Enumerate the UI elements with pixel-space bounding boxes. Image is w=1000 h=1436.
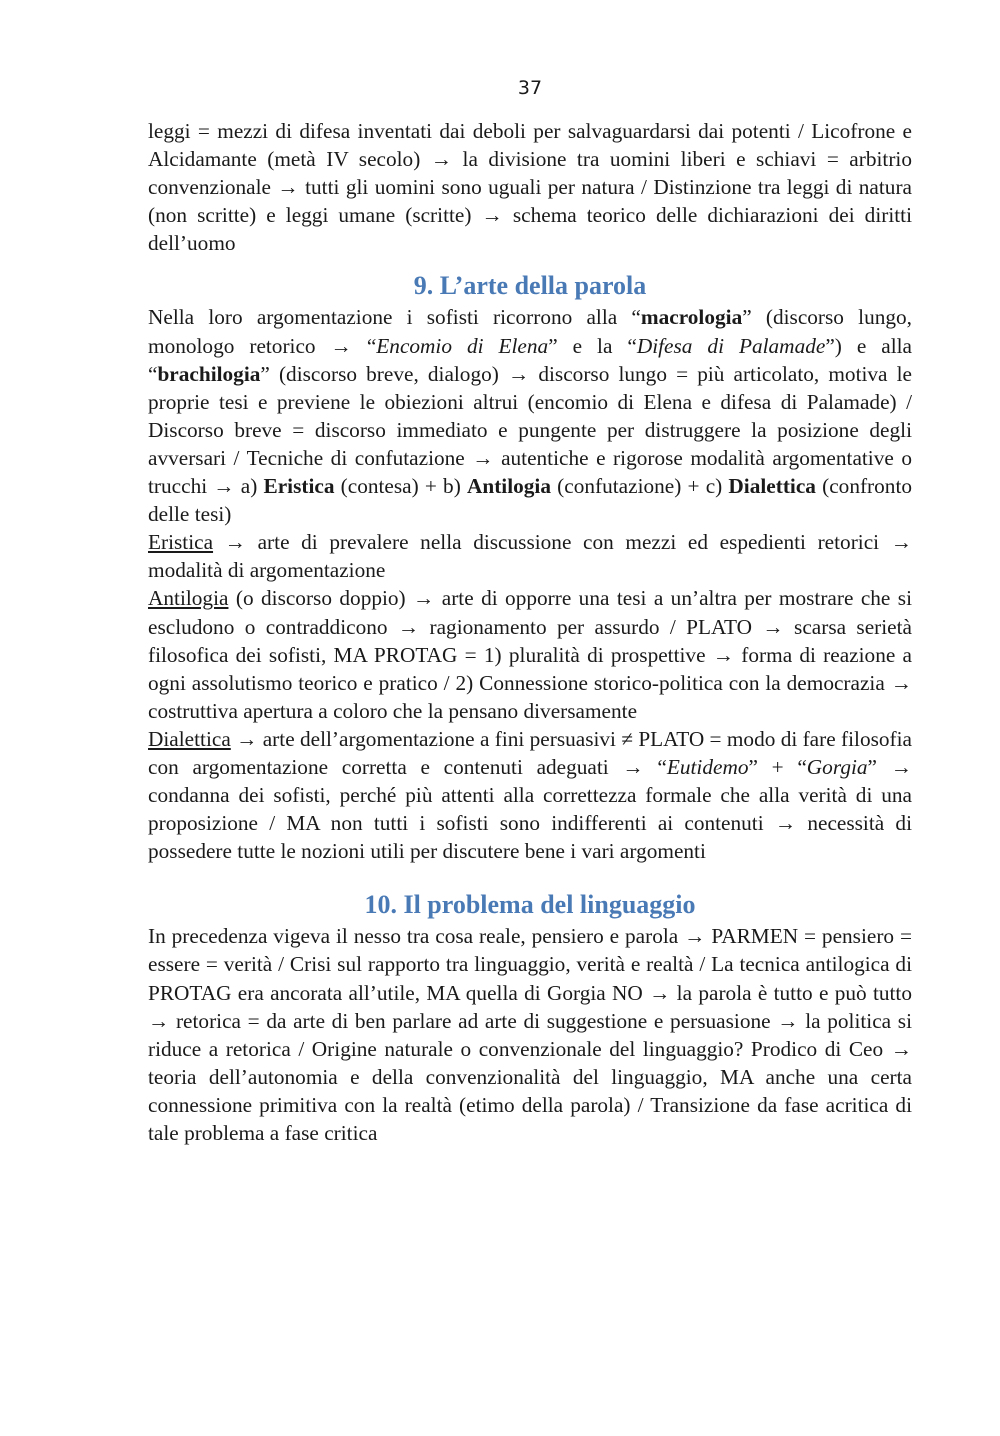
section-9-paragraph-eristica xyxy=(148,528,912,584)
text-run: Nella loro argomentazione i sofisti ricorrono alla “ xyxy=(148,305,641,330)
text-run: ” (discorso breve, dialogo) → discorso lungo = più articolato, motiva le proprie tesi e previene le obiezioni altrui (encomio di Elena e difesa di Palamade) / Discorso breve = discorso immediato e pungente per distruggere la posizione degli avversari / Tecniche di confutazione → autentiche e rigorose modalità argomentative o trucchi → a) xyxy=(148,361,912,499)
section-10-title: 10. Il problema del linguaggio xyxy=(364,890,696,920)
text-run: → arte dell’argomentazione a fini persuasivi ≠ PLATO = modo di fare filosofia con argomentazione corretta e contenuti adeguati → “ xyxy=(148,726,912,779)
underlined-term-antilogia: Antilogia xyxy=(148,586,229,611)
text-run: (o discorso doppio) → arte di opporre una tesi a un’altra per mostrare che si escludono o contraddicono → ragionamento per assurdo / PLATO → scarsa serietà filosofica dei sofisti, MA PROTAG = 1) pluralità di prospettive → forma di reazione a ogni assolutismo teorico e pratico / 2) Connessione storico-politica con la democrazia → costruttiva apertura a coloro che la pensano diversamente xyxy=(148,586,912,723)
term-dialettica: Dialettica xyxy=(728,474,816,499)
intro-paragraph: leggi = mezzi di difesa inventati dai deboli per salvaguardarsi dai potenti / Licofrone e Alcidamante (metà IV secolo) → la divisione tra uomini liberi e schiavi = arbitrio convenzionale → tutti gli uomini sono uguali per natura / Distinzione tra leggi di natura (non scritte) e leggi umane (scritte) → schema teorico delle dichiarazioni dei diritti dell’uomo xyxy=(148,119,912,256)
section-9-title: 9. L’arte della parola xyxy=(413,271,647,301)
title-eutidemo: Eutidemo xyxy=(666,754,749,779)
section-9-header xyxy=(148,271,912,301)
text-run: (contesa) + b) xyxy=(334,474,467,499)
page-number: 37 xyxy=(517,77,543,99)
text-run: ”) e alla “ xyxy=(148,333,913,386)
title-gorgia: Gorgia xyxy=(806,754,868,779)
page-content xyxy=(148,117,912,1147)
section-10-paragraph: In precedenza vigeva il nesso tra cosa reale, pensiero e parola → PARMEN = pensiero = essere = verità / Crisi sul rapporto tra linguaggio, verità e realtà / La tecnica antilogica di PROTAG era ancorata all’utile, MA quella di Gorgia NO → la parola è tutto e può tutto → retorica = da arte di ben parlare ad arte di suggestione e persuasione → la politica si riduce a retorica / Origine naturale o convenzionale del linguaggio? Prodico di Ceo → teoria dell’autonomia e della convenzionalità del linguaggio, MA anche una certa connessione primitiva con la realtà (etimo della parola) / Transizione da fase acritica di tale problema a fase critica xyxy=(148,924,912,1145)
underlined-term-dialettica: Dialettica xyxy=(148,726,231,751)
section-10-header xyxy=(148,890,912,920)
section-9-paragraph-1 xyxy=(148,303,912,528)
section-9-paragraph-antilogia xyxy=(148,584,912,724)
term-antilogia: Antilogia xyxy=(466,474,551,499)
term-macrologia: macrologia xyxy=(640,305,743,330)
title-difesa-di-palamade: Difesa di Palamade xyxy=(636,333,826,358)
term-eristica: Eristica xyxy=(263,474,335,499)
text-run: ” e la “ xyxy=(548,333,637,358)
text-run: (confronto delle tesi) xyxy=(148,474,913,527)
text-run: → arte di prevalere nella discussione con mezzi ed espedienti retorici → modalità di argomentazione xyxy=(148,530,912,583)
text-run: ” (discorso lungo, monologo retorico → “ xyxy=(148,305,912,358)
title-encomio-di-elena: Encomio di Elena xyxy=(376,333,549,358)
text-run: ” + “ xyxy=(748,754,807,779)
term-brachilogia: brachilogia xyxy=(157,361,261,386)
underlined-term-eristica: Eristica xyxy=(148,530,214,555)
section-9-paragraph-dialettica xyxy=(148,725,912,865)
text-run: (confutazione) + c) xyxy=(551,474,729,499)
text-run: ” → condanna dei sofisti, perché più attenti alla correttezza formale che alla verità di una proposizione / MA non tutti i sofisti sono indifferenti ai contenuti → necessità di possedere tutte le nozioni utili per discutere bene i vari argomenti xyxy=(148,754,912,864)
